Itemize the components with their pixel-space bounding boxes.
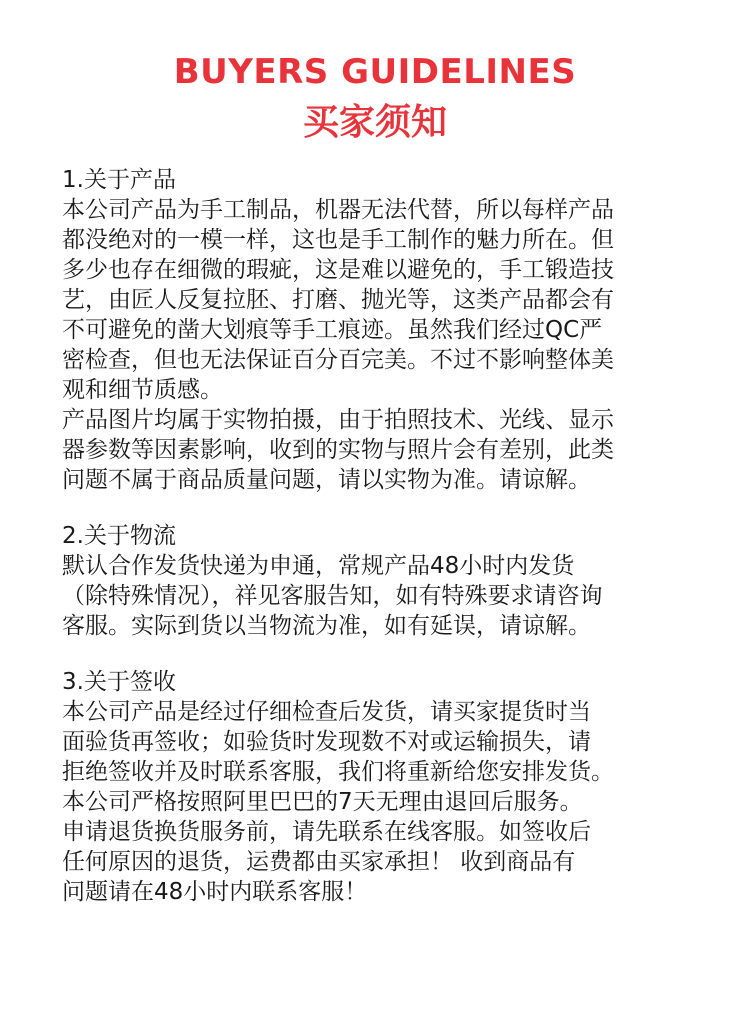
text-line: 都没绝对的一模一样，这也是手工制作的魅力所在。但 [62, 227, 614, 253]
text-line: 艺，由匠人反复拉胚、打磨、抛光等，这类产品都会有 [62, 287, 614, 313]
section-heading: 1.关于产品 [62, 167, 176, 193]
text-line: 本公司产品为手工制品，机器无法代替，所以每样产品 [62, 197, 614, 223]
title-english: BUYERS GUIDELINES [173, 52, 577, 92]
text-line: 产品图片均属于实物拍摄，由于拍照技术、光线、显示 [62, 407, 614, 433]
text-line: 本公司严格按照阿里巴巴的7天无理由退回后服务。 [62, 789, 583, 815]
text-line: 拒绝签收并及时联系客服，我们将重新给您安排发货。 [62, 759, 614, 785]
section-heading: 3.关于签收 [62, 669, 176, 695]
text-line: 默认合作发货快递为申通，常规产品48小时内发货 [62, 553, 575, 579]
text-line: 问题请在48小时内联系客服！ [62, 879, 368, 905]
text-line: 密检查，但也无法保证百分百完美。不过不影响整体美 [62, 347, 614, 373]
section-heading: 2.关于物流 [62, 523, 176, 549]
text-line: 客服。实际到货以当物流为准，如有延误，请谅解。 [62, 613, 591, 639]
text-line: 本公司产品是经过仔细检查后发货，请买家提货时当 [62, 699, 591, 725]
guidelines-content [62, 165, 722, 933]
section-receipt [62, 667, 722, 907]
text-line: 观和细节质感。 [62, 377, 223, 403]
text-line: （除特殊情况），祥见客服告知，如有特殊要求请咨询 [62, 583, 603, 609]
text-line: 器参数等因素影响，收到的实物与照片会有差别，此类 [62, 437, 614, 463]
text-line: 申请退货换货服务前，请先联系在线客服。如签收后 [62, 819, 591, 845]
section-logistics [62, 521, 722, 641]
text-line: 面验货再签收；如验货时发现数不对或运输损失，请 [62, 729, 591, 755]
text-line: 问题不属于商品质量问题，请以实物为准。请谅解。 [62, 467, 591, 493]
title-chinese: 买家须知 [302, 102, 447, 143]
section-product [62, 165, 722, 495]
text-line: 多少也存在细微的瑕疵，这是难以避免的，手工锻造技 [62, 257, 614, 283]
text-line: 任何原因的退货，运费都由买家承担！ 收到商品有 [62, 849, 576, 875]
text-line: 不可避免的凿大划痕等手工痕迹。虽然我们经过QC严 [62, 317, 603, 343]
